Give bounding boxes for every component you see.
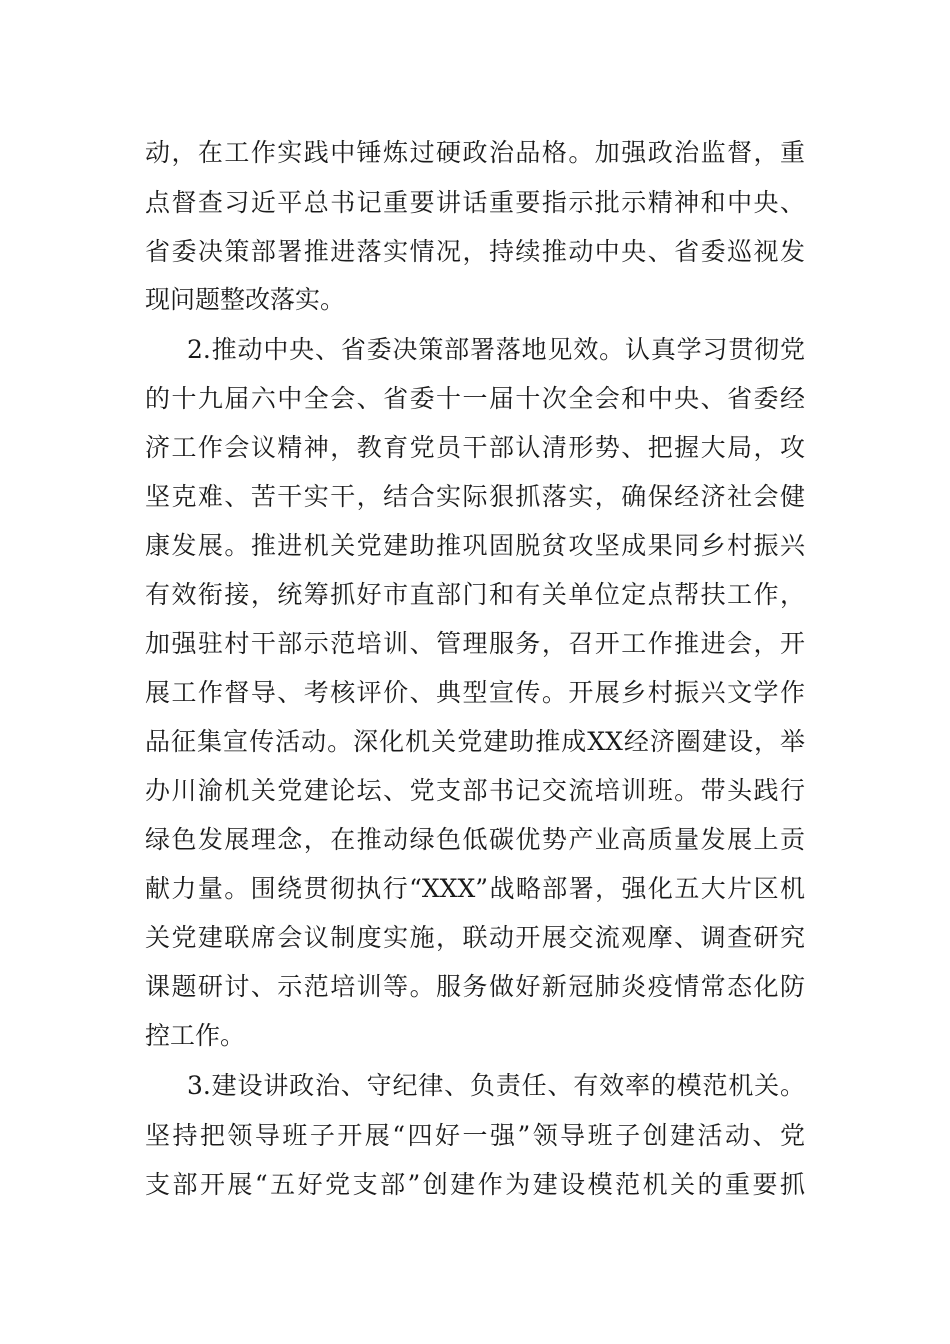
text-line: 有效衔接，统筹抓好市直部门和有关单位定点帮扶工作， (145, 580, 805, 609)
text-line: 办川渝机关党建论坛、党支部书记交流培训班。带头践行 (145, 776, 805, 805)
text-line: 点督查习近平总书记重要讲话重要指示批示精神和中央、 (145, 188, 805, 217)
text-line: 省委决策部署推进落实情况，持续推动中央、省委巡视发 (145, 237, 805, 266)
text-line: 的十九届六中全会、省委十一届十次全会和中央、省委经 (145, 384, 805, 413)
text-line: 展工作督导、考核评价、典型宣传。开展乡村振兴文学作 (145, 678, 805, 707)
text-line: 坚克难、苦干实干，结合实际狠抓落实，确保经济社会健 (145, 482, 805, 511)
text-line: 坚持把领导班子开展“四好一强”领导班子创建活动、党 (145, 1121, 805, 1150)
text-line: 课题研讨、示范培训等。服务做好新冠肺炎疫情常态化防 (145, 972, 805, 1001)
text-line: 品征集宣传活动。深化机关党建助推成XX经济圈建设，举 (145, 727, 805, 756)
text-line: 动，在工作实践中锤炼过硬政治品格。加强政治监督，重 (145, 138, 805, 167)
text-line: 支部开展“五好党支部”创建作为建设模范机关的重要抓 (145, 1170, 805, 1199)
text-line: 绿色发展理念，在推动绿色低碳优势产业高质量发展上贡 (145, 825, 805, 854)
section-heading-3: 3.建设讲政治、守纪律、负责任、有效率的模范机关。 (187, 1071, 805, 1100)
text-line: 控工作。 (145, 1021, 246, 1050)
text-line: 献力量。围绕贯彻执行“XXX”战略部署，强化五大片区机 (145, 874, 805, 903)
text-line: 加强驻村干部示范培训、管理服务，召开工作推进会，开 (145, 629, 805, 658)
text-line: 现问题整改落实。 (145, 285, 346, 314)
text-line: 关党建联席会议制度实施，联动开展交流观摩、调查研究 (145, 923, 805, 952)
text-line: 济工作会议精神，教育党员干部认清形势、把握大局，攻 (145, 433, 805, 462)
text-line: 康发展。推进机关党建助推巩固脱贫攻坚成果同乡村振兴 (145, 531, 805, 560)
section-heading-2: 2.推动中央、省委决策部署落地见效。认真学习贯彻党 (187, 335, 805, 364)
